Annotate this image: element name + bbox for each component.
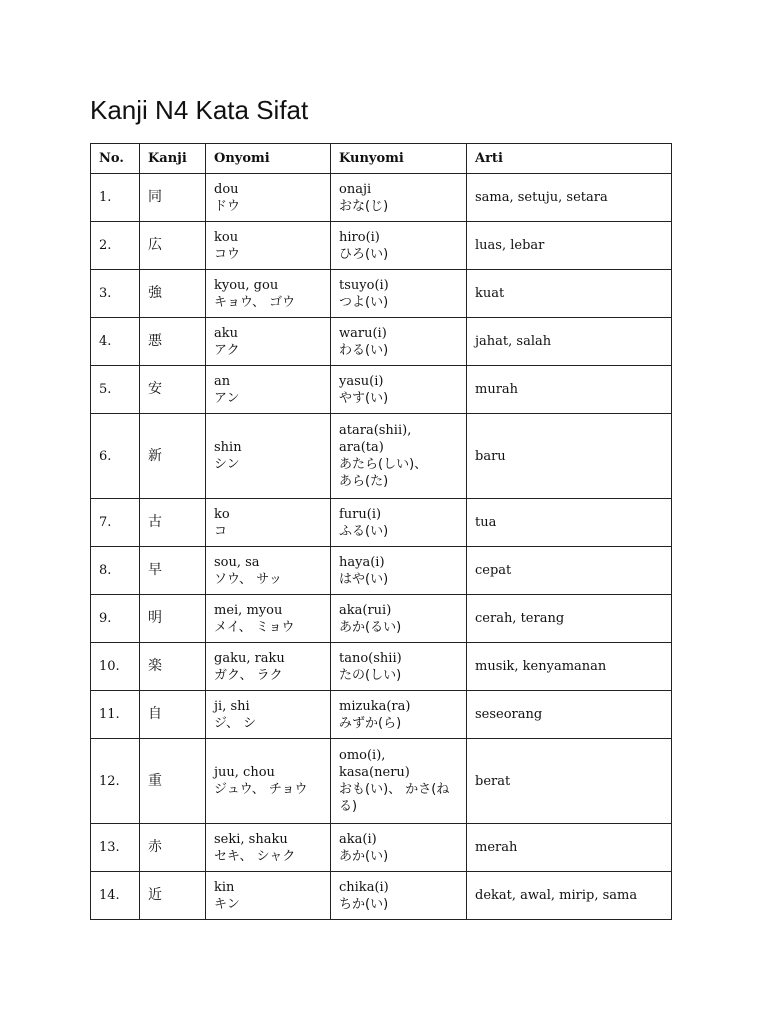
table-row <box>91 222 672 270</box>
kunyomi-kana: やす(い) <box>339 390 389 406</box>
cell-onyomi <box>206 824 331 872</box>
kanji-table <box>90 143 672 920</box>
kunyomi-kana: わる(い) <box>339 342 389 358</box>
kunyomi-romaji: atara(shii), <box>339 423 412 438</box>
onyomi-romaji: aku <box>214 325 239 341</box>
onyomi-romaji: kyou, gou <box>214 277 279 293</box>
kunyomi-romaji: omo(i), <box>339 748 386 763</box>
kunyomi-romaji: kasa(neru) <box>339 765 410 780</box>
cell-onyomi <box>206 691 331 739</box>
cell-onyomi <box>206 174 331 222</box>
cell-kanji: 明 <box>140 595 206 643</box>
onyomi-kana: メイ、 ミョウ <box>214 619 295 635</box>
table-header-row <box>91 144 672 174</box>
kunyomi-romaji: chika(i) <box>339 879 389 895</box>
onyomi-kana: ジ、 シ <box>214 715 257 731</box>
kunyomi-romaji: mizuka(ra) <box>339 698 411 714</box>
cell-no: 3. <box>91 270 140 318</box>
cell-arti: cerah, terang <box>467 595 672 643</box>
cell-kunyomi <box>331 499 467 547</box>
onyomi-kana: ソウ、 サッ <box>214 571 282 587</box>
kunyomi-kana: あたら(しい)、 <box>339 457 428 472</box>
onyomi-romaji: mei, myou <box>214 602 283 618</box>
cell-arti: seseorang <box>467 691 672 739</box>
cell-arti: merah <box>467 824 672 872</box>
cell-arti: berat <box>467 739 672 824</box>
cell-onyomi <box>206 872 331 920</box>
cell-onyomi <box>206 499 331 547</box>
onyomi-romaji: dou <box>214 181 239 197</box>
cell-no: 9. <box>91 595 140 643</box>
kunyomi-kana: おな(じ) <box>339 198 389 214</box>
onyomi-romaji: kou <box>214 229 239 245</box>
kunyomi-romaji: ara(ta) <box>339 440 384 455</box>
kunyomi-romaji: haya(i) <box>339 554 385 570</box>
onyomi-romaji: ko <box>214 506 230 522</box>
cell-kunyomi <box>331 739 467 824</box>
onyomi-kana: アク <box>214 342 240 358</box>
header-onyomi: Onyomi <box>206 144 331 174</box>
cell-onyomi <box>206 270 331 318</box>
onyomi-romaji: shin <box>214 440 242 455</box>
cell-kunyomi <box>331 824 467 872</box>
onyomi-romaji: juu, chou <box>214 765 275 780</box>
cell-kunyomi <box>331 872 467 920</box>
onyomi-kana: コウ <box>214 246 241 262</box>
cell-kunyomi <box>331 222 467 270</box>
cell-no: 2. <box>91 222 140 270</box>
onyomi-kana: セキ、 シャク <box>214 848 296 864</box>
kunyomi-kana: あか(い) <box>339 848 389 864</box>
kunyomi-kana: あら(た) <box>339 474 389 489</box>
cell-kanji: 強 <box>140 270 206 318</box>
cell-no: 14. <box>91 872 140 920</box>
table-row <box>91 547 672 595</box>
header-kunyomi: Kunyomi <box>331 144 467 174</box>
table-row <box>91 174 672 222</box>
table-row <box>91 739 672 824</box>
onyomi-kana: キョウ、 ゴウ <box>214 294 296 310</box>
cell-no: 10. <box>91 643 140 691</box>
cell-onyomi <box>206 595 331 643</box>
cell-arti: musik, kenyamanan <box>467 643 672 691</box>
cell-kanji: 広 <box>140 222 206 270</box>
kunyomi-kana: あか(るい) <box>339 619 402 635</box>
table-row <box>91 318 672 366</box>
onyomi-kana: コ <box>214 523 228 539</box>
cell-arti: kuat <box>467 270 672 318</box>
cell-kanji: 赤 <box>140 824 206 872</box>
kunyomi-romaji: tano(shii) <box>339 650 402 666</box>
cell-kunyomi <box>331 691 467 739</box>
table-row <box>91 691 672 739</box>
cell-kanji: 重 <box>140 739 206 824</box>
cell-onyomi <box>206 643 331 691</box>
cell-onyomi <box>206 547 331 595</box>
cell-kanji: 早 <box>140 547 206 595</box>
kunyomi-kana: みずか(ら) <box>339 715 402 731</box>
cell-kunyomi <box>331 270 467 318</box>
table-row <box>91 499 672 547</box>
kunyomi-kana: たの(しい) <box>339 667 402 683</box>
cell-no: 5. <box>91 366 140 414</box>
kunyomi-romaji: aka(i) <box>339 831 377 847</box>
cell-kanji: 古 <box>140 499 206 547</box>
cell-no: 4. <box>91 318 140 366</box>
onyomi-romaji: seki, shaku <box>214 831 288 847</box>
cell-arti: luas, lebar <box>467 222 672 270</box>
kunyomi-kana: ちか(い) <box>339 896 389 912</box>
cell-arti: tua <box>467 499 672 547</box>
table-row <box>91 824 672 872</box>
onyomi-kana: キン <box>214 896 240 912</box>
cell-kunyomi <box>331 366 467 414</box>
kunyomi-romaji: tsuyo(i) <box>339 277 389 293</box>
onyomi-romaji: sou, sa <box>214 554 260 570</box>
onyomi-romaji: an <box>214 373 231 389</box>
cell-arti: cepat <box>467 547 672 595</box>
kunyomi-romaji: hiro(i) <box>339 229 380 245</box>
table-row <box>91 643 672 691</box>
cell-no: 11. <box>91 691 140 739</box>
cell-onyomi <box>206 318 331 366</box>
kunyomi-kana: おも(い)、 かさ(ねる) <box>339 782 450 814</box>
cell-arti: baru <box>467 414 672 499</box>
cell-arti: sama, setuju, setara <box>467 174 672 222</box>
cell-kanji: 同 <box>140 174 206 222</box>
cell-no: 1. <box>91 174 140 222</box>
cell-no: 7. <box>91 499 140 547</box>
kunyomi-kana: はや(い) <box>339 571 389 587</box>
kunyomi-kana: ふる(い) <box>339 523 389 539</box>
cell-kanji: 楽 <box>140 643 206 691</box>
table-row <box>91 366 672 414</box>
table-row <box>91 270 672 318</box>
onyomi-kana: シン <box>214 457 240 472</box>
onyomi-romaji: kin <box>214 879 235 895</box>
kunyomi-romaji: waru(i) <box>339 325 387 341</box>
cell-no: 13. <box>91 824 140 872</box>
table-row <box>91 872 672 920</box>
header-kanji: Kanji <box>140 144 206 174</box>
cell-kanji: 悪 <box>140 318 206 366</box>
onyomi-kana: アン <box>214 390 240 406</box>
header-arti: Arti <box>467 144 672 174</box>
onyomi-romaji: gaku, raku <box>214 650 285 666</box>
kunyomi-romaji: furu(i) <box>339 506 382 522</box>
cell-no: 8. <box>91 547 140 595</box>
cell-arti: dekat, awal, mirip, sama <box>467 872 672 920</box>
cell-onyomi <box>206 222 331 270</box>
cell-no: 12. <box>91 739 140 824</box>
cell-kanji: 安 <box>140 366 206 414</box>
onyomi-romaji: ji, shi <box>214 698 250 714</box>
cell-kunyomi <box>331 547 467 595</box>
cell-onyomi <box>206 739 331 824</box>
cell-kunyomi <box>331 595 467 643</box>
page-title: Kanji N4 Kata Sifat <box>90 95 309 125</box>
header-no: No. <box>91 144 140 174</box>
table-row <box>91 595 672 643</box>
kunyomi-romaji: yasu(i) <box>339 373 384 389</box>
kunyomi-romaji: onaji <box>339 181 372 197</box>
onyomi-kana: ジュウ、 チョウ <box>214 782 308 797</box>
cell-onyomi <box>206 414 331 499</box>
cell-kanji: 自 <box>140 691 206 739</box>
cell-kanji: 新 <box>140 414 206 499</box>
onyomi-kana: ドウ <box>214 198 241 214</box>
cell-kunyomi <box>331 318 467 366</box>
cell-arti: murah <box>467 366 672 414</box>
kunyomi-kana: つよ(い) <box>339 294 389 310</box>
cell-kunyomi <box>331 414 467 499</box>
kunyomi-romaji: aka(rui) <box>339 602 392 618</box>
cell-arti: jahat, salah <box>467 318 672 366</box>
cell-kanji: 近 <box>140 872 206 920</box>
cell-onyomi <box>206 366 331 414</box>
cell-kunyomi <box>331 174 467 222</box>
kunyomi-kana: ひろ(い) <box>339 246 389 262</box>
cell-no: 6. <box>91 414 140 499</box>
table-row <box>91 414 672 499</box>
onyomi-kana: ガク、 ラク <box>214 667 283 683</box>
cell-kunyomi <box>331 643 467 691</box>
